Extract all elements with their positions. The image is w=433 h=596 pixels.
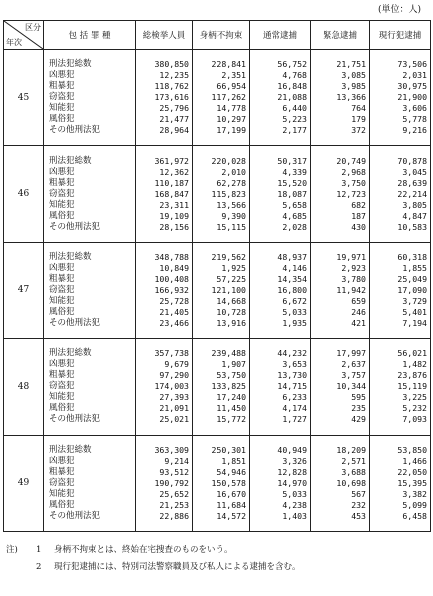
corner-header: [4, 21, 44, 50]
total-arrested-cell: [136, 146, 193, 242]
value: 18,087: [277, 188, 307, 199]
value: 1,466: [402, 455, 427, 466]
footnote-text: 現行犯逮捕には、特別司法警察職員及び私人による逮捕を含む。: [54, 562, 301, 572]
value: 2,968: [341, 166, 366, 177]
category-label: 知能犯: [49, 199, 75, 210]
value: 21,091: [159, 403, 189, 414]
value: 363,309: [154, 444, 189, 455]
regular-arrest-cell: [250, 242, 311, 338]
value: 15,395: [397, 477, 427, 488]
value: 348,788: [154, 251, 189, 262]
year-cell: 45: [4, 50, 44, 146]
value: 11,450: [216, 403, 246, 414]
value: 3,653: [282, 359, 307, 370]
value: 115,823: [211, 188, 246, 199]
value: 21,253: [159, 499, 189, 510]
category-label: 知能犯: [49, 295, 75, 306]
not-detained-cell: [193, 50, 250, 146]
value: 5,778: [402, 114, 427, 125]
value: 6,458: [402, 510, 427, 521]
value: 12,723: [336, 188, 366, 199]
value: 21,405: [159, 306, 189, 317]
header-row: [4, 21, 431, 50]
category-label: 刑法犯総数: [49, 155, 92, 166]
value: 23,311: [159, 199, 189, 210]
category-label: 知能犯: [49, 103, 75, 114]
footnote-label: 注): [6, 545, 18, 555]
value: 1,851: [221, 455, 246, 466]
year-block-row: [4, 50, 431, 146]
footnotes: [6, 542, 301, 576]
value: 28,964: [159, 125, 189, 136]
regular-arrest-cell: [250, 339, 311, 435]
flagrant-arrest-cell: [370, 242, 431, 338]
regular-arrest-cell: [250, 146, 311, 242]
value: 430: [351, 221, 366, 232]
value: 21,477: [159, 114, 189, 125]
value: 3,757: [341, 370, 366, 381]
category-cell: [44, 146, 136, 242]
value: 25,049: [397, 273, 427, 284]
value: 10,344: [336, 381, 366, 392]
value: 2,010: [221, 166, 246, 177]
regular-arrest-cell: [250, 50, 311, 146]
category-label: その他刑法犯: [49, 317, 101, 328]
year-cell: 46: [4, 146, 44, 242]
category-label: 刑法犯総数: [49, 348, 92, 359]
value: 17,199: [216, 125, 246, 136]
year-block-row: [4, 435, 431, 531]
value: 4,146: [282, 262, 307, 273]
value: 10,728: [216, 306, 246, 317]
value: 12,828: [277, 466, 307, 477]
category-label: 刑法犯総数: [49, 59, 92, 70]
value: 117,262: [211, 92, 246, 103]
value: 10,297: [216, 114, 246, 125]
value: 56,752: [277, 59, 307, 70]
year-cell: 48: [4, 339, 44, 435]
value: 28,639: [397, 177, 427, 188]
value: 764: [351, 103, 366, 114]
value: 246: [351, 306, 366, 317]
value: 239,488: [211, 348, 246, 359]
value: 60,318: [397, 251, 427, 262]
value: 13,566: [216, 199, 246, 210]
value: 25,021: [159, 414, 189, 425]
value: 2,351: [221, 70, 246, 81]
value: 56,021: [397, 348, 427, 359]
value: 361,972: [154, 155, 189, 166]
category-label: 粗暴犯: [49, 370, 75, 381]
year-block-row: [4, 146, 431, 242]
corner-label-category: 区分: [25, 23, 41, 32]
value: 53,750: [216, 370, 246, 381]
category-cell: [44, 242, 136, 338]
flagrant-arrest-cell: [370, 435, 431, 531]
value: 14,572: [216, 510, 246, 521]
value: 62,278: [216, 177, 246, 188]
value: 133,825: [211, 381, 246, 392]
value: 57,225: [216, 273, 246, 284]
value: 3,729: [402, 295, 427, 306]
value: 14,668: [216, 295, 246, 306]
category-label: その他刑法犯: [49, 125, 101, 136]
value: 4,847: [402, 210, 427, 221]
value: 166,932: [154, 284, 189, 295]
value: 13,730: [277, 370, 307, 381]
header-category: 包 括 罪 種: [44, 21, 136, 50]
category-label: その他刑法犯: [49, 414, 101, 425]
category-label: 窃盗犯: [49, 188, 75, 199]
value: 10,583: [397, 221, 427, 232]
value: 6,440: [282, 103, 307, 114]
category-label: 粗暴犯: [49, 273, 75, 284]
value: 357,738: [154, 348, 189, 359]
value: 73,506: [397, 59, 427, 70]
value: 1,403: [282, 510, 307, 521]
value: 15,772: [216, 414, 246, 425]
value: 4,685: [282, 210, 307, 221]
value: 12,235: [159, 70, 189, 81]
value: 5,223: [282, 114, 307, 125]
value: 15,119: [397, 381, 427, 392]
value: 16,800: [277, 284, 307, 295]
emergency-arrest-cell: [311, 50, 370, 146]
value: 10,698: [336, 477, 366, 488]
value: 70,878: [397, 155, 427, 166]
corner-label-year: 年次: [6, 38, 22, 47]
value: 2,923: [341, 262, 366, 273]
category-label: 粗暴犯: [49, 466, 75, 477]
value: 11,942: [336, 284, 366, 295]
total-arrested-cell: [136, 242, 193, 338]
value: 25,652: [159, 488, 189, 499]
value: 6,233: [282, 392, 307, 403]
year-cell: 47: [4, 242, 44, 338]
value: 2,177: [282, 125, 307, 136]
emergency-arrest-cell: [311, 146, 370, 242]
value: 21,751: [336, 59, 366, 70]
category-label: 風俗犯: [49, 306, 75, 317]
value: 3,805: [402, 199, 427, 210]
value: 429: [351, 414, 366, 425]
value: 14,354: [277, 273, 307, 284]
value: 3,085: [341, 70, 366, 81]
value: 3,688: [341, 466, 366, 477]
value: 7,093: [402, 414, 427, 425]
value: 235: [351, 403, 366, 414]
value: 23,466: [159, 317, 189, 328]
value: 9,679: [164, 359, 189, 370]
value: 40,949: [277, 444, 307, 455]
value: 173,616: [154, 92, 189, 103]
value: 228,841: [211, 59, 246, 70]
not-detained-cell: [193, 339, 250, 435]
value: 219,562: [211, 251, 246, 262]
value: 16,670: [216, 488, 246, 499]
value: 17,090: [397, 284, 427, 295]
category-label: 知能犯: [49, 392, 75, 403]
value: 9,216: [402, 125, 427, 136]
year-cell: 49: [4, 435, 44, 531]
value: 11,684: [216, 499, 246, 510]
value: 44,232: [277, 348, 307, 359]
flagrant-arrest-cell: [370, 339, 431, 435]
value: 380,850: [154, 59, 189, 70]
value: 187: [351, 210, 366, 221]
value: 6,672: [282, 295, 307, 306]
category-label: 風俗犯: [49, 210, 75, 221]
value: 28,156: [159, 221, 189, 232]
value: 1,907: [221, 359, 246, 370]
category-cell: [44, 50, 136, 146]
value: 232: [351, 499, 366, 510]
value: 1,727: [282, 414, 307, 425]
year-block-row: [4, 242, 431, 338]
category-cell: [44, 435, 136, 531]
category-label: 風俗犯: [49, 499, 75, 510]
year-block-row: [4, 339, 431, 435]
value: 3,985: [341, 81, 366, 92]
category-label: 凶悪犯: [49, 262, 75, 273]
value: 3,606: [402, 103, 427, 114]
value: 22,214: [397, 188, 427, 199]
arrest-statistics-table: [3, 20, 431, 532]
footnote-number: 2: [36, 562, 42, 572]
category-label: 風俗犯: [49, 403, 75, 414]
value: 118,762: [154, 81, 189, 92]
footnote-1: [6, 542, 301, 559]
category-label: 風俗犯: [49, 114, 75, 125]
value: 3,750: [341, 177, 366, 188]
header-regular-arrest: 通常逮捕: [250, 21, 311, 50]
value: 20,749: [336, 155, 366, 166]
value: 5,033: [282, 488, 307, 499]
value: 4,768: [282, 70, 307, 81]
flagrant-arrest-cell: [370, 50, 431, 146]
category-label: 窃盗犯: [49, 477, 75, 488]
category-label: 窃盗犯: [49, 284, 75, 295]
value: 2,031: [402, 70, 427, 81]
value: 682: [351, 199, 366, 210]
value: 421: [351, 317, 366, 328]
value: 179: [351, 114, 366, 125]
value: 1,855: [402, 262, 427, 273]
category-label: その他刑法犯: [49, 510, 101, 521]
value: 50,317: [277, 155, 307, 166]
value: 4,238: [282, 499, 307, 510]
value: 1,482: [402, 359, 427, 370]
value: 1,935: [282, 317, 307, 328]
value: 30,975: [397, 81, 427, 92]
value: 5,232: [402, 403, 427, 414]
value: 53,850: [397, 444, 427, 455]
category-label: 刑法犯総数: [49, 444, 92, 455]
value: 12,362: [159, 166, 189, 177]
value: 7,194: [402, 317, 427, 328]
value: 168,847: [154, 188, 189, 199]
value: 3,382: [402, 488, 427, 499]
footnote-2: [6, 559, 301, 576]
value: 21,900: [397, 92, 427, 103]
value: 453: [351, 510, 366, 521]
value: 1,925: [221, 262, 246, 273]
regular-arrest-cell: [250, 435, 311, 531]
value: 190,792: [154, 477, 189, 488]
not-detained-cell: [193, 242, 250, 338]
value: 18,209: [336, 444, 366, 455]
value: 21,088: [277, 92, 307, 103]
category-label: 窃盗犯: [49, 381, 75, 392]
value: 14,715: [277, 381, 307, 392]
value: 13,366: [336, 92, 366, 103]
value: 595: [351, 392, 366, 403]
category-label: 窃盗犯: [49, 92, 75, 103]
header-emergency-arrest: 緊急逮捕: [311, 21, 370, 50]
value: 54,946: [216, 466, 246, 477]
value: 13,916: [216, 317, 246, 328]
value: 93,512: [159, 466, 189, 477]
emergency-arrest-cell: [311, 435, 370, 531]
value: 22,886: [159, 510, 189, 521]
value: 567: [351, 488, 366, 499]
flagrant-arrest-cell: [370, 146, 431, 242]
value: 150,578: [211, 477, 246, 488]
value: 2,028: [282, 221, 307, 232]
footnote-number: 1: [36, 545, 42, 555]
value: 250,301: [211, 444, 246, 455]
value: 5,658: [282, 199, 307, 210]
value: 9,214: [164, 455, 189, 466]
value: 3,045: [402, 166, 427, 177]
category-cell: [44, 339, 136, 435]
total-arrested-cell: [136, 339, 193, 435]
value: 2,571: [341, 455, 366, 466]
not-detained-cell: [193, 435, 250, 531]
value: 9,390: [221, 210, 246, 221]
value: 659: [351, 295, 366, 306]
category-label: 知能犯: [49, 488, 75, 499]
value: 25,728: [159, 295, 189, 306]
value: 15,115: [216, 221, 246, 232]
value: 25,796: [159, 103, 189, 114]
unit-label: (単位：人): [377, 5, 421, 15]
value: 174,003: [154, 381, 189, 392]
value: 100,408: [154, 273, 189, 284]
value: 121,100: [211, 284, 246, 295]
value: 5,033: [282, 306, 307, 317]
not-detained-cell: [193, 146, 250, 242]
category-label: その他刑法犯: [49, 221, 101, 232]
emergency-arrest-cell: [311, 339, 370, 435]
value: 17,240: [216, 392, 246, 403]
header-total-arrested: 総検挙人員: [136, 21, 193, 50]
value: 27,393: [159, 392, 189, 403]
value: 48,937: [277, 251, 307, 262]
category-label: 刑法犯総数: [49, 251, 92, 262]
value: 97,290: [159, 370, 189, 381]
value: 2,637: [341, 359, 366, 370]
value: 16,848: [277, 81, 307, 92]
value: 3,326: [282, 455, 307, 466]
value: 19,971: [336, 251, 366, 262]
value: 10,849: [159, 262, 189, 273]
value: 66,954: [216, 81, 246, 92]
value: 4,174: [282, 403, 307, 414]
value: 5,401: [402, 306, 427, 317]
value: 23,876: [397, 370, 427, 381]
category-label: 凶悪犯: [49, 455, 75, 466]
total-arrested-cell: [136, 50, 193, 146]
emergency-arrest-cell: [311, 242, 370, 338]
category-label: 粗暴犯: [49, 177, 75, 188]
category-label: 凶悪犯: [49, 166, 75, 177]
value: 3,780: [341, 273, 366, 284]
value: 220,028: [211, 155, 246, 166]
value: 17,997: [336, 348, 366, 359]
category-label: 凶悪犯: [49, 70, 75, 81]
value: 14,970: [277, 477, 307, 488]
value: 14,778: [216, 103, 246, 114]
value: 15,520: [277, 177, 307, 188]
footnote-text: 身柄不拘束とは、終始在宅捜査のものをいう。: [54, 545, 233, 555]
value: 4,339: [282, 166, 307, 177]
value: 372: [351, 125, 366, 136]
total-arrested-cell: [136, 435, 193, 531]
value: 5,099: [402, 499, 427, 510]
header-flagrant-arrest: 現行犯逮捕: [370, 21, 431, 50]
header-not-detained: 身柄不拘束: [193, 21, 250, 50]
value: 110,187: [154, 177, 189, 188]
value: 22,050: [397, 466, 427, 477]
category-label: 粗暴犯: [49, 81, 75, 92]
value: 19,109: [159, 210, 189, 221]
category-label: 凶悪犯: [49, 359, 75, 370]
value: 3,225: [402, 392, 427, 403]
